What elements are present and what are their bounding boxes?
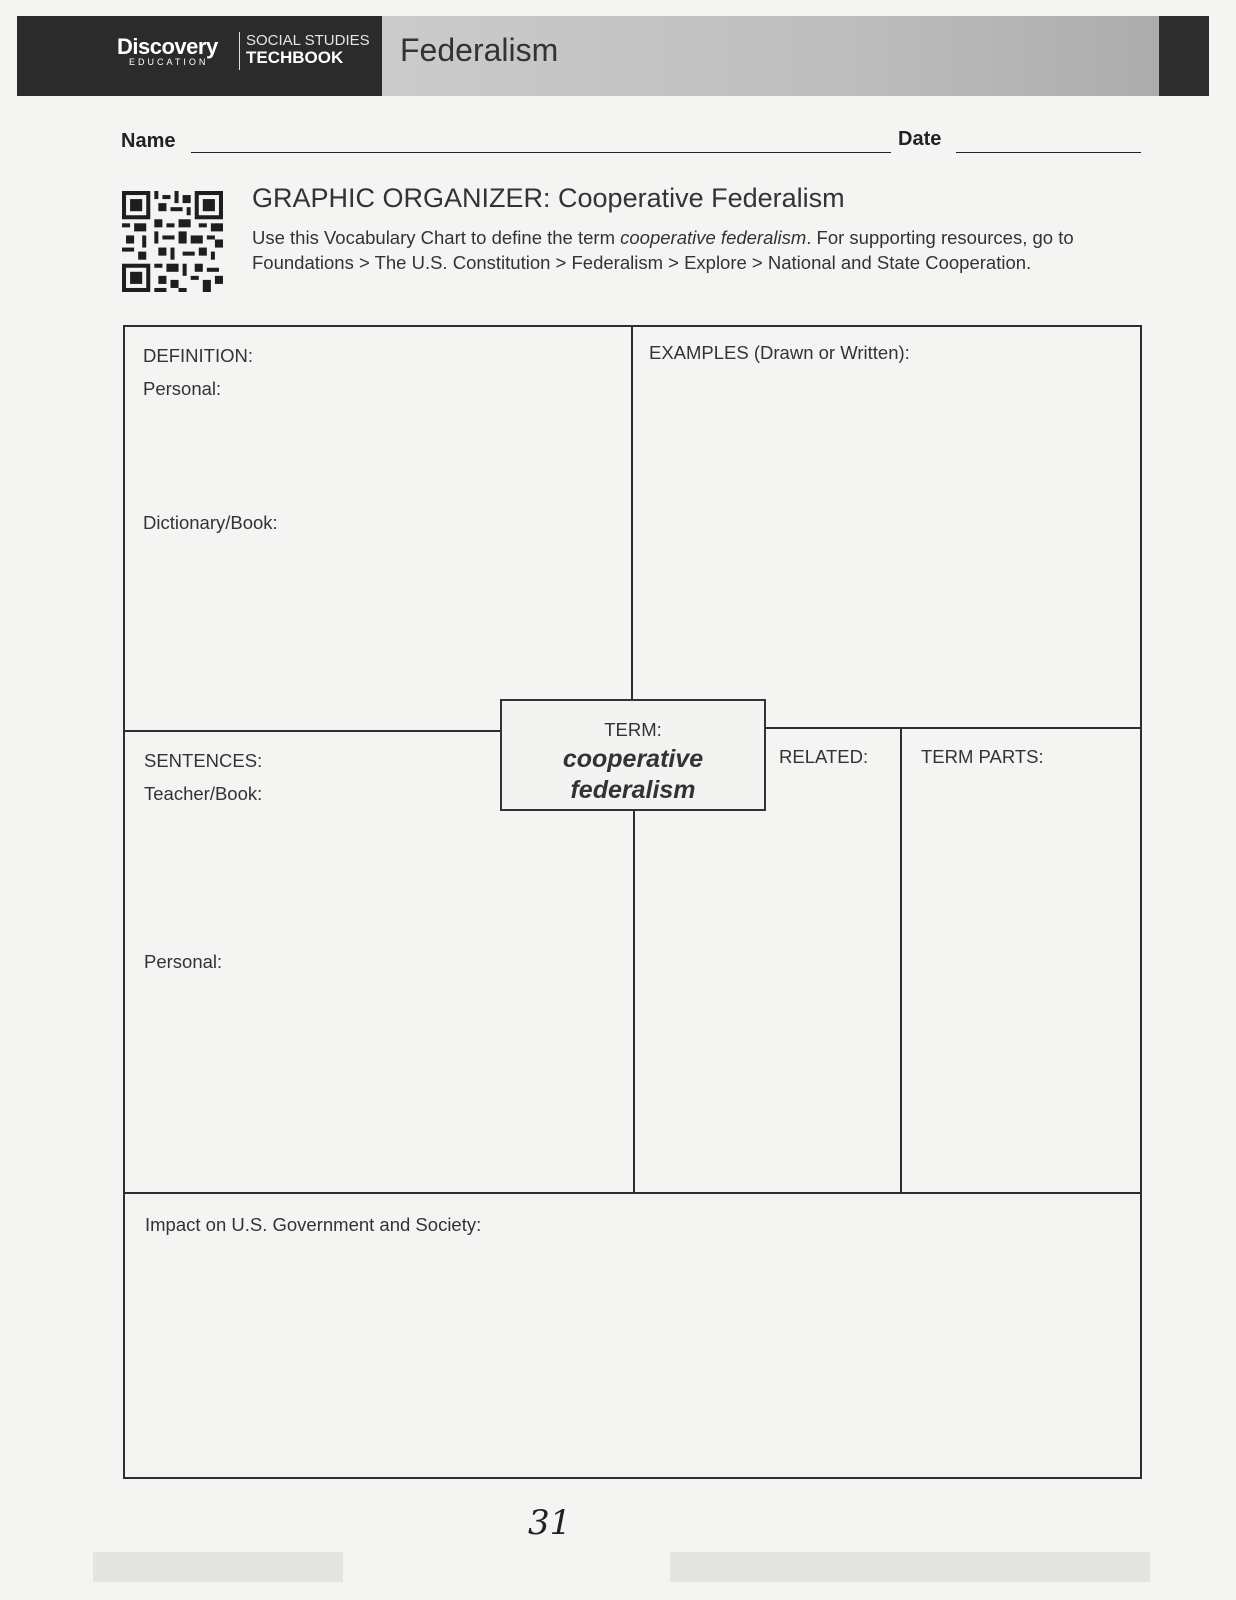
page-number: 31: [528, 1503, 572, 1543]
brand-education: EDUCATION: [129, 57, 209, 67]
brand-social-studies: SOCIAL STUDIES: [246, 32, 370, 49]
scan-smudge-right: [670, 1552, 1150, 1582]
term-label: TERM:: [604, 719, 662, 740]
term-word-line2: federalism: [570, 776, 696, 804]
date-label: Date: [898, 128, 942, 150]
scan-smudge-left: [93, 1552, 343, 1582]
brand-techbook: TECHBOOK: [246, 48, 344, 67]
page-title: Federalism: [400, 32, 559, 68]
name-label: Name: [121, 130, 176, 152]
definition-dictionary-label: Dictionary/Book:: [143, 512, 278, 533]
instructions-pre: Use this Vocabulary Chart to define the term: [252, 227, 621, 248]
definition-personal-label: Personal:: [143, 378, 222, 399]
term-word-line1: cooperative: [562, 745, 704, 773]
related-label: RELATED:: [779, 746, 869, 767]
sentences-teacher-label: Teacher/Book:: [144, 783, 263, 804]
impact-label: Impact on U.S. Government and Society:: [145, 1214, 482, 1235]
examples-label: EXAMPLES (Drawn or Written):: [649, 342, 910, 363]
brand-discovery: Discovery: [117, 34, 218, 59]
instructions-post: . For supporting resources, go to Foundations > The U.S. Constitution > Federalism > Explore > National and State Cooperation.: [252, 227, 1074, 273]
sentences-personal-label: Personal:: [144, 951, 223, 972]
term-parts-label: TERM PARTS:: [921, 746, 1044, 767]
organizer-title: GRAPHIC ORGANIZER: Cooperative Federalism: [252, 183, 845, 213]
sentences-label: SENTENCES:: [144, 750, 263, 771]
instructions-term: cooperative federalism: [620, 227, 807, 248]
term-box: [500, 699, 766, 811]
definition-label: DEFINITION:: [143, 345, 253, 366]
